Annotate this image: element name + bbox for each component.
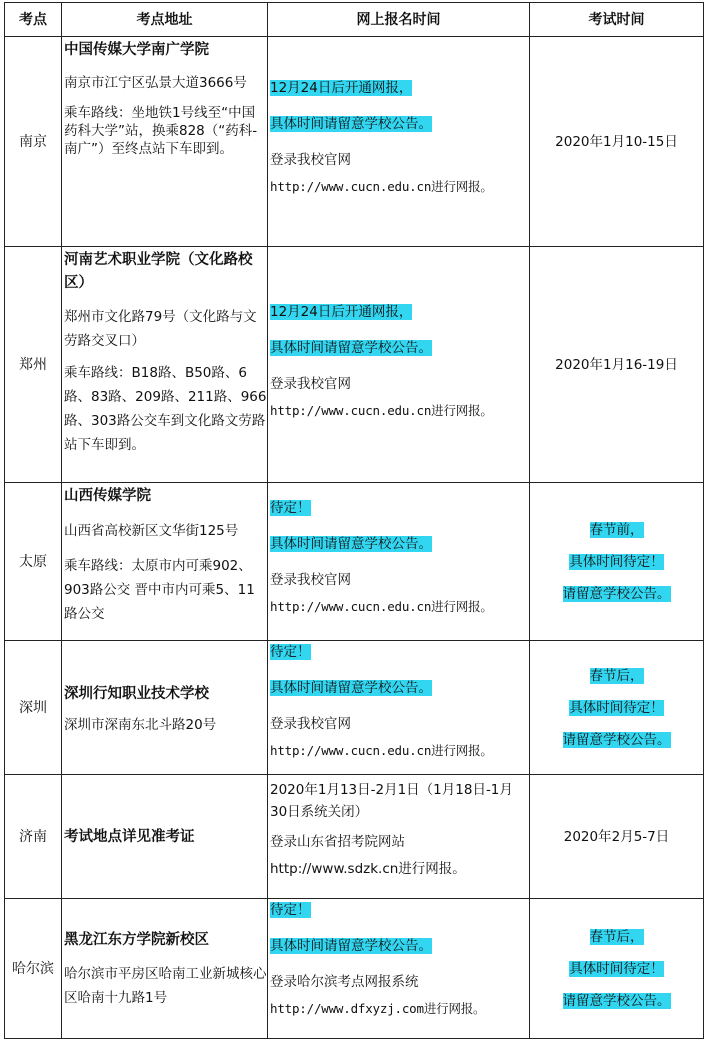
address-cell [62, 247, 268, 483]
address-text: 深圳市深南东北斗路20号 [64, 717, 217, 733]
exam-line: 具体时间待定！ [569, 553, 664, 570]
online-line: 具体时间请留意学校公告。 [270, 116, 432, 132]
online-line: 具体时间请留意学校公告。 [270, 340, 432, 356]
online-line: 待定！ [270, 902, 311, 918]
city-cell: 郑州 [5, 247, 62, 483]
exam-site-table [4, 2, 704, 1039]
address-cell [62, 37, 268, 247]
table-row [5, 483, 704, 641]
exam-cell [530, 247, 704, 483]
address-text: 郑州市文化路79号（文化路与文劳路交叉口） [64, 309, 257, 349]
online-line: 登录山东省招考院网站 [270, 834, 405, 850]
exam-cell [530, 483, 704, 641]
header-online-registration: 网上报名时间 [268, 3, 530, 37]
online-line: 具体时间请留意学校公告。 [270, 536, 432, 552]
online-line: 登录我校官网 [270, 716, 351, 732]
exam-line: 请留意学校公告。 [562, 992, 671, 1009]
exam-line: 春节前， [589, 521, 644, 538]
exam-line: 2020年1月10-15日 [555, 133, 678, 150]
table-header-row [5, 3, 704, 37]
exam-cell [530, 37, 704, 247]
header-city: 考点 [5, 3, 62, 37]
header-exam-time: 考试时间 [530, 3, 704, 37]
online-cell [268, 37, 530, 247]
online-line: 待定！ [270, 500, 311, 516]
address-cell [62, 775, 268, 899]
exam-line: 春节后， [589, 928, 644, 945]
online-url: http://www.sdzk.cn进行网报。 [270, 861, 466, 877]
table-row [5, 899, 704, 1039]
table-row [5, 775, 704, 899]
online-line: 具体时间请留意学校公告。 [270, 938, 432, 954]
online-line: 12月24日后开通网报， [270, 80, 413, 96]
online-cell [268, 641, 530, 775]
online-url: http://www.dfxyzj.com进行网报。 [270, 1001, 486, 1016]
city-cell: 太原 [5, 483, 62, 641]
exam-line: 具体时间待定！ [569, 960, 664, 977]
exam-line: 请留意学校公告。 [562, 731, 671, 748]
city-cell: 南京 [5, 37, 62, 247]
exam-line: 具体时间待定！ [569, 699, 664, 716]
online-cell [268, 483, 530, 641]
school-name: 考试地点详见准考证 [64, 829, 195, 845]
address-cell [62, 483, 268, 641]
header-address: 考点地址 [62, 3, 268, 37]
online-cell [268, 775, 530, 899]
online-url: http://www.cucn.edu.cn进行网报。 [270, 179, 493, 194]
online-cell [268, 899, 530, 1039]
transit-text: 乘车路线：坐地铁1号线至“中国药科大学”站，换乘828（“药科-南广”）至终点站下车即到。 [64, 105, 258, 157]
exam-line: 春节后， [589, 667, 644, 684]
exam-cell [530, 899, 704, 1039]
school-name: 黑龙江东方学院新校区 [64, 932, 209, 948]
online-line: 登录哈尔滨考点网报系统 [270, 974, 419, 990]
table-row [5, 37, 704, 247]
address-cell [62, 899, 268, 1039]
online-line: 12月24日后开通网报， [270, 304, 413, 320]
school-name: 河南艺术职业学院（文化路校区） [64, 252, 253, 291]
exam-line: 2020年1月16-19日 [555, 356, 678, 373]
school-name: 山西传媒学院 [64, 488, 151, 504]
exam-cell [530, 641, 704, 775]
address-text: 山西省高校新区文华街125号 [64, 523, 239, 539]
online-line: 登录我校官网 [270, 572, 351, 588]
exam-line: 请留意学校公告。 [562, 585, 671, 602]
city-cell: 深圳 [5, 641, 62, 775]
school-name: 中国传媒大学南广学院 [64, 42, 209, 58]
table-row [5, 641, 704, 775]
address-cell [62, 641, 268, 775]
online-url: http://www.cucn.edu.cn进行网报。 [270, 403, 493, 418]
city-cell: 济南 [5, 775, 62, 899]
online-url: http://www.cucn.edu.cn进行网报。 [270, 599, 493, 614]
address-text: 南京市江宁区弘景大道3666号 [64, 75, 247, 91]
table-row [5, 247, 704, 483]
transit-text: 乘车路线：B18路、B50路、6路、83路、209路、211路、966路、303路公交车到文化路文劳路站下车即到。 [64, 365, 267, 453]
online-cell [268, 247, 530, 483]
online-line: 2020年1月13日-2月1日（1月18日-1月30日系统关闭） [270, 782, 513, 820]
exam-cell [530, 775, 704, 899]
online-url: http://www.cucn.edu.cn进行网报。 [270, 743, 493, 758]
transit-text: 乘车路线：太原市内可乘902、903路公交 晋中市内可乘5、11路公交 [64, 558, 255, 622]
online-line: 待定！ [270, 644, 311, 660]
school-name: 深圳行知职业技术学校 [64, 686, 209, 702]
online-line: 具体时间请留意学校公告。 [270, 680, 432, 696]
address-text: 哈尔滨市平房区哈南工业新城核心区哈南十九路1号 [64, 966, 267, 1006]
exam-line: 2020年2月5-7日 [563, 828, 670, 845]
online-line: 登录我校官网 [270, 152, 351, 168]
city-cell: 哈尔滨 [5, 899, 62, 1039]
online-line: 登录我校官网 [270, 376, 351, 392]
